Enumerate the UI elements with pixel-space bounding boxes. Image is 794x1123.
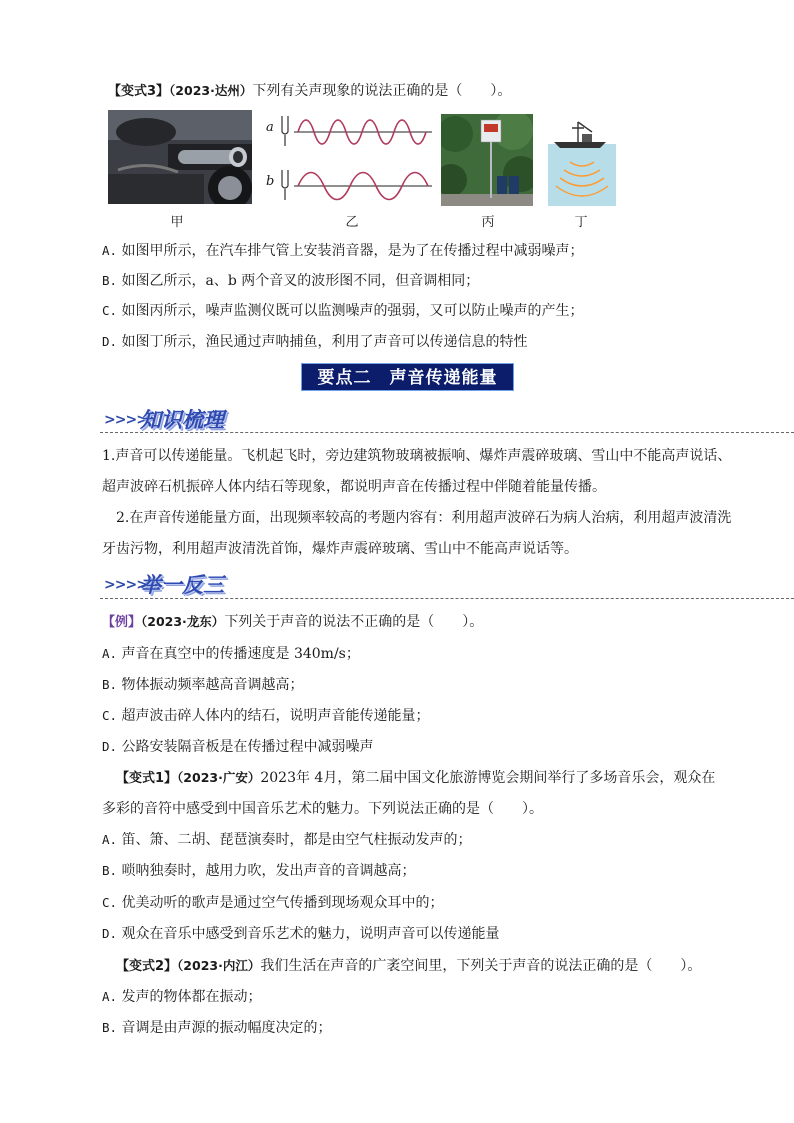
caption-ding: 丁 — [574, 215, 588, 230]
option-text: 唢呐独奏时，越用力吹，发出声音的音调越高； — [121, 863, 416, 879]
option-text: 如图丙所示，噪声监测仪既可以监测噪声的强弱，又可以防止噪声的产生； — [121, 303, 584, 319]
banner-title: 知识梳理 — [140, 408, 224, 432]
question-text: 2023年 4月，第二届中国文化旅游博览会期间举行了多场音乐会，观众在 — [260, 770, 716, 786]
question-source: （2023·广安） — [177, 770, 261, 785]
question-example — [102, 613, 483, 632]
banner-knowledge — [70, 404, 790, 434]
question-tag: 【变式1】 — [116, 771, 178, 786]
option-text: 如图乙所示，a、b 两个音叉的波形图不同，但音调相同； — [121, 273, 480, 289]
option-d — [102, 925, 500, 943]
option-letter: A. — [102, 832, 118, 847]
knowledge-p1-line1: 1.声音可以传递能量。飞机起飞时，旁边建筑物玻璃被振响、爆炸声震碎玻璃、雪山中不能高声说话、 — [102, 448, 732, 464]
option-d — [102, 738, 374, 756]
option-c — [102, 894, 444, 912]
option-letter: C. — [102, 895, 118, 910]
option-letter: D. — [102, 739, 118, 754]
question-source: （2023·内江） — [177, 958, 261, 973]
banner-divider — [100, 432, 794, 433]
question-tag: 【例】 — [102, 615, 142, 630]
banner-title: 举一反三 — [140, 573, 224, 597]
option-text: 音调是由声源的振动幅度决定的； — [121, 1020, 332, 1036]
question-tag: 【变式2】 — [116, 959, 178, 974]
caption-bing: 丙 — [481, 215, 495, 230]
option-letter: B. — [102, 863, 118, 878]
option-text: 如图丁所示，渔民通过声呐捕鱼，利用了声音可以传递信息的特性 — [121, 334, 528, 350]
banner-practice — [70, 569, 790, 599]
question-text: 下列有关声现象的说法正确的是（ ）。 — [252, 83, 512, 99]
option-b — [102, 676, 304, 694]
option-text: 笛、箫、二胡、琵琶演奏时，都是由空气柱振动发声的； — [121, 832, 472, 848]
option-text: 声音在真空中的传播速度是 340m/s； — [121, 646, 360, 662]
option-a — [102, 242, 584, 260]
option-letter: B. — [102, 273, 118, 288]
figure-car-exhaust — [108, 110, 252, 204]
figure-sonar-fishing — [548, 114, 616, 206]
banner-arrows-icon: >>>> — [104, 412, 147, 428]
fork-label-b: b — [266, 174, 275, 189]
question-text: 下列关于声音的说法不正确的是（ ）。 — [224, 614, 484, 630]
option-letter: A. — [102, 989, 118, 1004]
option-letter: B. — [102, 1020, 118, 1035]
option-b — [102, 1019, 332, 1037]
option-b — [102, 862, 416, 880]
option-a — [102, 831, 472, 849]
banner-divider — [100, 598, 794, 599]
option-text: 物体振动频率越高音调越高； — [121, 677, 304, 693]
option-letter: A. — [102, 646, 118, 661]
section-title: 要点二 声音传递能量 — [301, 363, 514, 391]
option-a — [102, 988, 262, 1006]
knowledge-p2-line1: 2.在声音传递能量方面，出现频率较高的考题内容有：利用超声波碎石为病人治病，利用超声波清洗 — [116, 510, 732, 526]
option-c — [102, 707, 430, 725]
question-v3 — [108, 82, 511, 101]
option-c — [102, 302, 584, 320]
knowledge-p2-line2: 牙齿污物，利用超声波清洗首饰，爆炸声震碎玻璃、雪山中不能高声说话等。 — [102, 541, 578, 557]
option-text: 发声的物体都在振动； — [121, 989, 262, 1005]
question-v1-line2: 多彩的音符中感受到中国音乐艺术的魅力。下列说法正确的是（ ）。 — [102, 801, 543, 817]
knowledge-p1-line2: 超声波碎石机振碎人体内结石等现象，都说明声音在传播过程中伴随着能量传播。 — [102, 479, 606, 495]
figure-tuning-fork-waves — [264, 110, 436, 204]
caption-jia: 甲 — [170, 215, 184, 230]
option-text: 如图甲所示，在汽车排气管上安装消音器，是为了在传播过程中减弱噪声； — [121, 243, 584, 259]
option-d — [102, 333, 528, 351]
figure-noise-monitor — [441, 114, 533, 206]
option-letter: C. — [102, 303, 118, 318]
option-text: 公路安装隔音板是在传播过程中减弱噪声 — [121, 739, 374, 755]
option-text: 超声波击碎人体内的结石，说明声音能传递能量； — [121, 708, 430, 724]
option-a — [102, 645, 360, 663]
option-text: 观众在音乐中感受到音乐艺术的魅力，说明声音可以传递能量 — [121, 926, 500, 942]
option-letter: D. — [102, 926, 118, 941]
banner-arrows-icon: >>>> — [104, 577, 147, 593]
caption-yi: 乙 — [345, 215, 359, 230]
question-text: 我们生活在声音的广袤空间里，下列关于声音的说法正确的是（ ）。 — [260, 958, 702, 974]
option-letter: A. — [102, 243, 118, 258]
option-letter: D. — [102, 334, 118, 349]
fork-label-a: a — [266, 120, 274, 135]
option-letter: B. — [102, 677, 118, 692]
question-source: （2023·达州） — [169, 83, 253, 98]
tuning-fork-icon — [282, 116, 288, 200]
option-text: 优美动听的歌声是通过空气传播到现场观众耳中的； — [121, 895, 444, 911]
question-tag: 【变式3】 — [108, 84, 170, 99]
question-v1-line1 — [116, 769, 715, 788]
question-v2 — [116, 957, 701, 976]
option-b — [102, 272, 479, 290]
option-letter: C. — [102, 708, 118, 723]
question-source: （2023·龙东） — [141, 614, 225, 629]
